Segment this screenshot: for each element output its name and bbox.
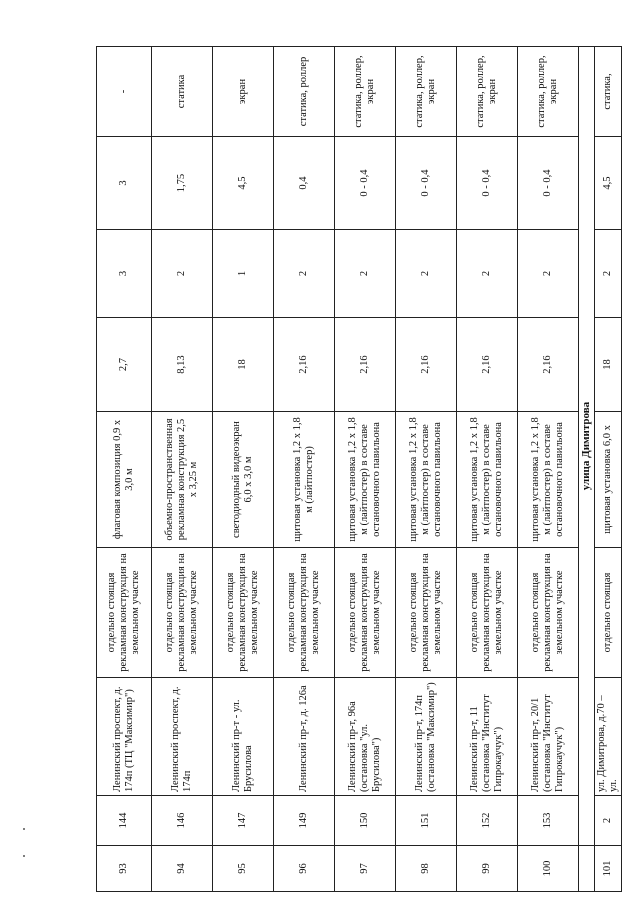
area-cell: 18 [213, 318, 274, 412]
info-type-cell: статика, роллер [274, 47, 335, 137]
sides-cell: 2 [518, 230, 579, 318]
sides-cell: 3 [97, 230, 152, 318]
fields-cell: 3 [97, 137, 152, 230]
structure-type-cell: щитовая установка 1,2 х 1,8 м (лайтпостер) в составе остановочного павильона [457, 412, 518, 548]
address-cell: Ленинский проспект, д. 174п (ТЦ "Максимир") [97, 678, 152, 796]
section-title: улица Димитрова [579, 47, 595, 846]
structure-id-cell: 149 [274, 796, 335, 846]
info-type-cell: статика, роллер, экран [396, 47, 457, 137]
structure-type-cell: флаговая композиция 0,9 х 3,0 м [97, 412, 152, 548]
table-row [152, 47, 213, 892]
structure-id-cell: 151 [396, 796, 457, 846]
structure-id-cell: 2 [595, 796, 622, 846]
address-cell: Ленинский пр-т, 96а (остановка "ул. Брусилова") [335, 678, 396, 796]
sides-cell: 2 [396, 230, 457, 318]
table-row [595, 47, 622, 892]
table-row [335, 47, 396, 892]
fields-cell: 0 - 0,4 [335, 137, 396, 230]
placement-cell: отдельно стоящая рекламная конструкция на земельном участке [518, 548, 579, 678]
info-type-cell: статика, [595, 47, 622, 137]
info-type-cell: экран [213, 47, 274, 137]
structure-type-cell: щитовая установка 6,0 х [595, 412, 622, 548]
address-cell: Ленинский пр-т - ул. Брусилова [213, 678, 274, 796]
rotated-table-container [96, 47, 619, 892]
row-number-cell: 96 [274, 846, 335, 892]
info-type-cell: статика, роллер, экран [518, 47, 579, 137]
table-row [213, 47, 274, 892]
address-cell: ул. Димитрова, д.70 – ул. [595, 678, 622, 796]
margin-speck [23, 828, 25, 830]
placement-cell: отдельно стоящая рекламная конструкция на земельном участке [457, 548, 518, 678]
info-type-cell: - [97, 47, 152, 137]
address-cell: Ленинский пр-т, 20/1 (остановка "Институт Гипрокаучук") [518, 678, 579, 796]
area-cell: 18 [595, 318, 622, 412]
fields-cell: 4,5 [595, 137, 622, 230]
table-row [396, 47, 457, 892]
area-cell: 2,16 [518, 318, 579, 412]
fields-cell: 0,4 [274, 137, 335, 230]
placement-cell: отдельно стоящая рекламная конструкция на земельном участке [335, 548, 396, 678]
address-cell: Ленинский пр-т, 11 (остановка "Институт Гипрокаучук") [457, 678, 518, 796]
placement-cell: отдельно стоящая [595, 548, 622, 678]
section-header-row [579, 47, 595, 892]
info-type-cell: статика, роллер, экран [335, 47, 396, 137]
structure-id-cell: 153 [518, 796, 579, 846]
structure-id-cell: 150 [335, 796, 396, 846]
fields-cell: 1,75 [152, 137, 213, 230]
structure-id-cell: 146 [152, 796, 213, 846]
row-number-cell: 95 [213, 846, 274, 892]
sides-cell: 1 [213, 230, 274, 318]
info-type-cell: статика [152, 47, 213, 137]
sides-cell: 2 [457, 230, 518, 318]
sides-cell: 2 [335, 230, 396, 318]
row-number-cell: 100 [518, 846, 579, 892]
row-number-cell: 101 [595, 846, 622, 892]
table-row [457, 47, 518, 892]
area-cell: 2,16 [457, 318, 518, 412]
area-cell: 2,7 [97, 318, 152, 412]
row-number-cell [579, 846, 595, 892]
row-number-cell: 94 [152, 846, 213, 892]
structure-type-cell: щитовая установка 1,2 х 1,8 м (лайтпостер) [274, 412, 335, 548]
structure-id-cell: 147 [213, 796, 274, 846]
address-cell: Ленинский пр-т, 174п (остановка "Максимир") [396, 678, 457, 796]
address-cell: Ленинский пр-т, д. 126а [274, 678, 335, 796]
structure-type-cell: щитовая установка 1,2 х 1,8 м (лайтпостер) в составе остановочного павильона [518, 412, 579, 548]
row-number-cell: 93 [97, 846, 152, 892]
placement-cell: отдельно стоящая рекламная конструкция на земельном участке [152, 548, 213, 678]
area-cell: 8,13 [152, 318, 213, 412]
sides-cell: 2 [595, 230, 622, 318]
placement-cell: отдельно стоящая рекламная конструкция на земельном участке [97, 548, 152, 678]
row-number-cell: 99 [457, 846, 518, 892]
address-cell: Ленинский проспект, д. 174п [152, 678, 213, 796]
rotated-page-area [96, 47, 619, 892]
fields-cell: 0 - 0,4 [396, 137, 457, 230]
fields-cell: 0 - 0,4 [457, 137, 518, 230]
structure-type-cell: щитовая установка 1,2 х 1,8 м (лайтпостер) в составе остановочного павильона [335, 412, 396, 548]
placement-cell: отдельно стоящая рекламная конструкция на земельном участке [213, 548, 274, 678]
table-row [97, 47, 152, 892]
area-cell: 2,16 [396, 318, 457, 412]
area-cell: 2,16 [274, 318, 335, 412]
advertising-structures-table [96, 46, 622, 892]
fields-cell: 0 - 0,4 [518, 137, 579, 230]
area-cell: 2,16 [335, 318, 396, 412]
structure-type-cell: щитовая установка 1,2 х 1,8 м (лайтпостер) в составе остановочного павильона [396, 412, 457, 548]
structure-type-cell: объемно-пространственная рекламная конструкция 2,5 х 3,25 м [152, 412, 213, 548]
info-type-cell: статика, роллер, экран [457, 47, 518, 137]
row-number-cell: 98 [396, 846, 457, 892]
table-row [274, 47, 335, 892]
table-row [518, 47, 579, 892]
margin-speck [23, 855, 25, 857]
placement-cell: отдельно стоящая рекламная конструкция на земельном участке [396, 548, 457, 678]
fields-cell: 4,5 [213, 137, 274, 230]
structure-type-cell: светодиодный видеоэкран 6,0 х 3,0 м [213, 412, 274, 548]
sides-cell: 2 [152, 230, 213, 318]
sides-cell: 2 [274, 230, 335, 318]
structure-id-cell: 144 [97, 796, 152, 846]
structure-id-cell: 152 [457, 796, 518, 846]
placement-cell: отдельно стоящая рекламная конструкция на земельном участке [274, 548, 335, 678]
row-number-cell: 97 [335, 846, 396, 892]
